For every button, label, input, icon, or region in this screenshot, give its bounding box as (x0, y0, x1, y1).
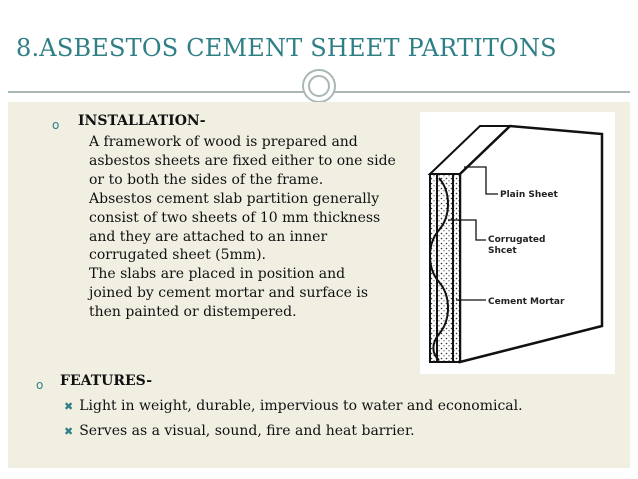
installation-text (89, 133, 396, 322)
installation-line: consist of two sheets of 10 mm thickness (89, 209, 381, 226)
installation-heading: INSTALLATION- (78, 113, 206, 129)
installation-line: The slabs are placed in position and (89, 266, 346, 283)
circle-bullet-icon: o (36, 378, 44, 392)
label-corrugated-sheet: Shcet (488, 246, 517, 256)
feature-item (64, 423, 415, 439)
label-cement-mortar: Cement Mortar (488, 297, 565, 307)
feature-text: Serves as a visual, sound, fire and heat barrier. (79, 423, 415, 439)
installation-line: joined by cement mortar and surface is (89, 285, 369, 302)
installation-line: or to both the sides of the frame. (89, 171, 324, 188)
installation-line: asbestos sheets are fixed either to one side (89, 152, 396, 169)
feature-item (64, 398, 523, 414)
installation-line: Absestos cement slab partition generally (89, 190, 380, 207)
divider-ornament-icon (302, 69, 336, 103)
label-plain-sheet: Plain Sheet (500, 190, 558, 200)
x-bullet-icon: ✖ (64, 400, 74, 413)
partition-diagram (420, 112, 615, 374)
slide-title: 8.ASBESTOS CEMENT SHEET PARTITONS (16, 34, 557, 62)
features-heading: FEATURES- (60, 373, 153, 389)
installation-line: and they are attached to an inner (89, 228, 328, 245)
installation-line: A framework of wood is prepared and (89, 134, 358, 150)
installation-line: then painted or distempered. (89, 304, 297, 321)
x-bullet-icon: ✖ (64, 425, 74, 438)
installation-line: corrugated sheet (5mm). (89, 247, 266, 264)
circle-bullet-icon: o (52, 118, 60, 132)
label-corrugated: Corrugated (488, 235, 546, 245)
feature-text: Light in weight, durable, impervious to water and economical. (79, 398, 523, 414)
